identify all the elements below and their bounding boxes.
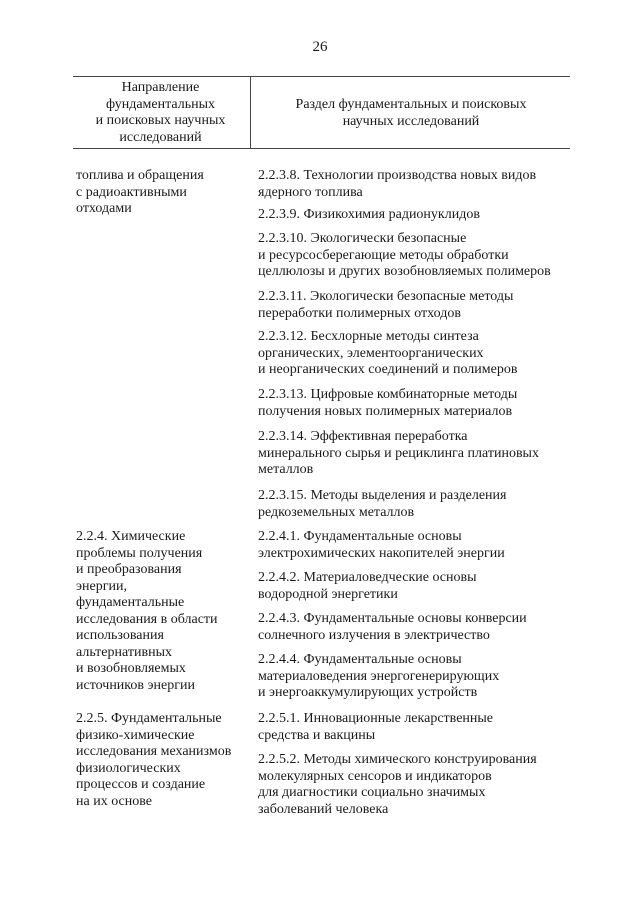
table-top-rule bbox=[73, 76, 570, 77]
section-2-2-3-11: 2.2.3.11. Экологически безопасные методы переработки полимерных отходов bbox=[258, 289, 514, 321]
section-2-2-4-3: 2.2.4.3. Фундаментальные основы конверсии солнечного излучения в электричество bbox=[258, 611, 527, 643]
header-bottom-rule bbox=[73, 148, 570, 149]
section-2-2-5-1: 2.2.5.1. Инновационные лекарственные средства и вакцины bbox=[258, 711, 494, 743]
section-2-2-3-14: 2.2.3.14. Эффективная переработка минерального сырья и рециклинга платиновых металлов bbox=[258, 429, 539, 477]
section-2-2-3-13: 2.2.3.13. Цифровые комбинаторные методы получения новых полимерных материалов bbox=[258, 387, 518, 419]
section-2-2-4-2: 2.2.4.2. Материаловедческие основы водородной энергетики bbox=[258, 570, 477, 602]
section-2-2-3-10: 2.2.3.10. Экологически безопасные и ресурсосберегающие методы обработки целлюлозы и других возобновляемых полимеров bbox=[258, 231, 551, 279]
section-2-2-3-12: 2.2.3.12. Бесхлорные методы синтеза органических, элементоорганических и неорганических соединений и полимеров bbox=[258, 329, 518, 377]
direction-2-2-4: 2.2.4. Химические проблемы получения и преобразования энергии, фундаментальные исследования в области использования альтернативных и возобновляемых источников энергии bbox=[76, 529, 218, 693]
page-number: 26 bbox=[312, 39, 328, 55]
column-header-section: Раздел фундаментальных и поисковых научных исследований bbox=[295, 97, 527, 129]
section-2-2-4-1: 2.2.4.1. Фундаментальные основы электрохимических накопителей энергии bbox=[258, 529, 505, 561]
direction-fuel-waste: топлива и обращения с радиоактивными отходами bbox=[76, 168, 204, 216]
column-header-direction: Направление фундаментальных и поисковых научных исследований bbox=[95, 80, 226, 145]
direction-2-2-5: 2.2.5. Фундаментальные физико-химические исследования механизмов физиологических процессов и создание на их основе bbox=[76, 711, 232, 809]
section-2-2-5-2: 2.2.5.2. Методы химического конструирования молекулярных сенсоров и индикаторов для диагностики социально значимых заболеваний человека bbox=[258, 752, 537, 817]
section-2-2-3-8: 2.2.3.8. Технологии производства новых видов ядерного топлива bbox=[258, 168, 537, 200]
section-2-2-3-15: 2.2.3.15. Методы выделения и разделения редкоземельных металлов bbox=[258, 488, 507, 520]
section-2-2-3-9: 2.2.3.9. Физикохимия радионуклидов bbox=[258, 207, 480, 222]
section-2-2-4-4: 2.2.4.4. Фундаментальные основы материаловедения энергогенерирующих и энергоаккумулирующих устройств bbox=[258, 652, 500, 700]
header-column-divider bbox=[250, 76, 251, 148]
